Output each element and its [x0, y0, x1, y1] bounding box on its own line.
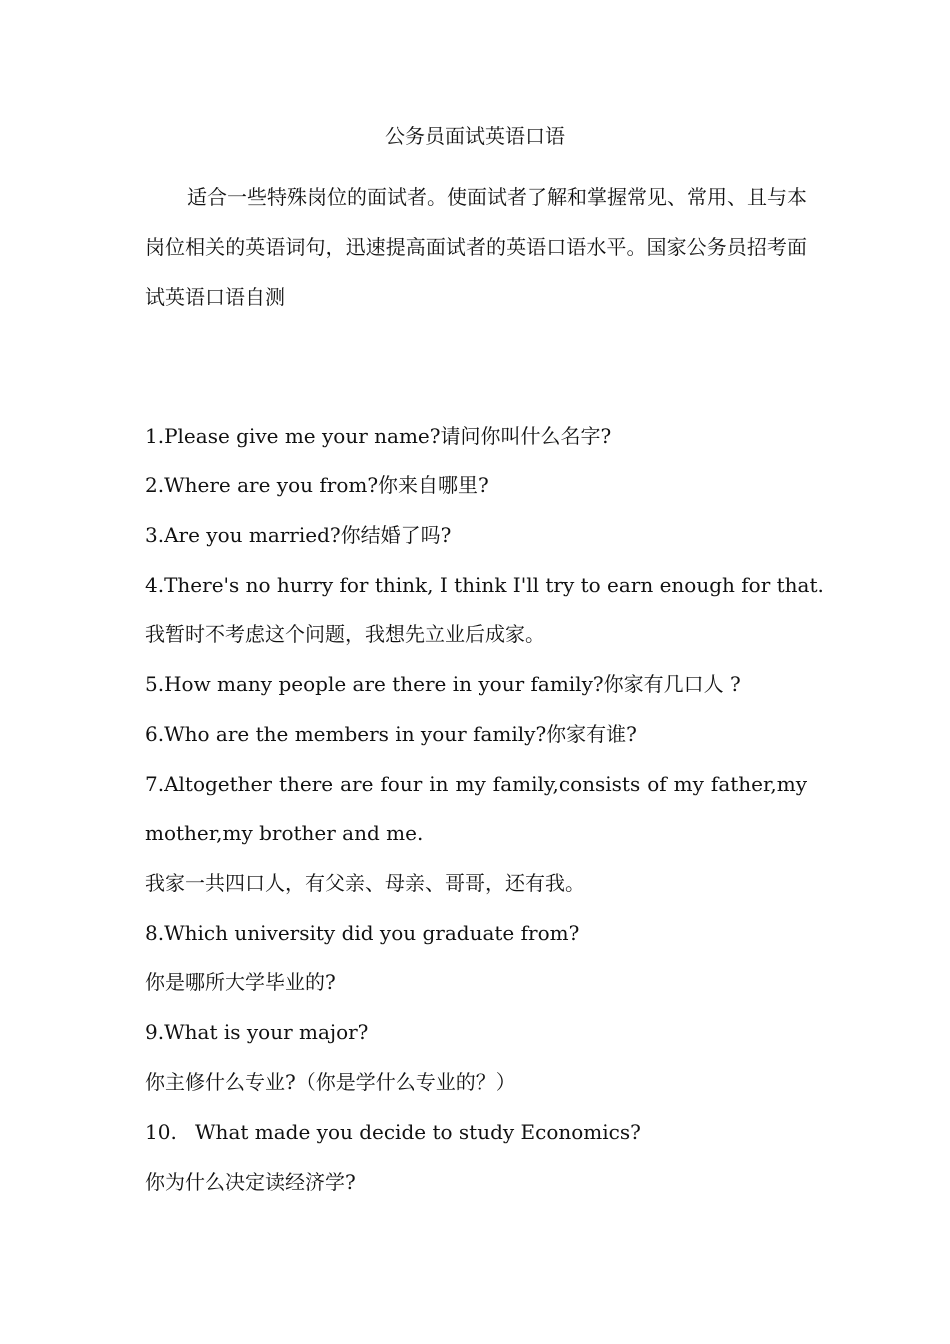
intro-text: 适合一些特殊岗位的面试者。使面试者了解和掌握常见、常用、且与本岗位相关的英语词句，迅速提高面试者的英语口语水平。国家公务员招考面试英语口语自测 [145, 185, 807, 309]
answer-4-english: 4.There's no hurry for think, I think I'll try to earn enough for that. [145, 573, 824, 597]
question-2: 2.Where are you from?你来自哪里? [145, 473, 489, 497]
question-3: 3.Are you married?你结婚了吗? [145, 523, 452, 547]
question-10-english [145, 1118, 807, 1146]
question-5: 5.How many people are there in your family?你家有几口人 ? [145, 672, 741, 696]
question-9-chinese: 你主修什么专业?（你是学什么专业的？） [145, 1070, 516, 1094]
question-1: 1.Please give me your name?请问你叫什么名字? [145, 424, 612, 448]
intro-paragraph [145, 172, 807, 322]
question-8-english: 8.Which university did you graduate from? [145, 921, 580, 945]
document-title: 公务员面试英语口语 [385, 124, 565, 148]
answer-4-chinese: 我暂时不考虑这个问题，我想先立业后成家。 [145, 622, 545, 646]
question-10-text: What made you decide to study Economics? [195, 1120, 641, 1144]
answer-7-english-line1: 7.Altogether there are four in my family,consists of my father,my [145, 772, 807, 796]
question-10-chinese: 你为什么决定读经济学? [145, 1170, 356, 1194]
question-6: 6.Who are the members in your family?你家有谁? [145, 722, 637, 746]
answer-7-english-line2: mother,my brother and me. [145, 821, 424, 845]
answer-7-chinese: 我家一共四口人，有父亲、母亲、哥哥，还有我。 [145, 871, 585, 895]
question-9-english: 9.What is your major? [145, 1020, 369, 1044]
question-10-number: 10. [145, 1120, 177, 1144]
question-8-chinese: 你是哪所大学毕业的? [145, 970, 336, 994]
